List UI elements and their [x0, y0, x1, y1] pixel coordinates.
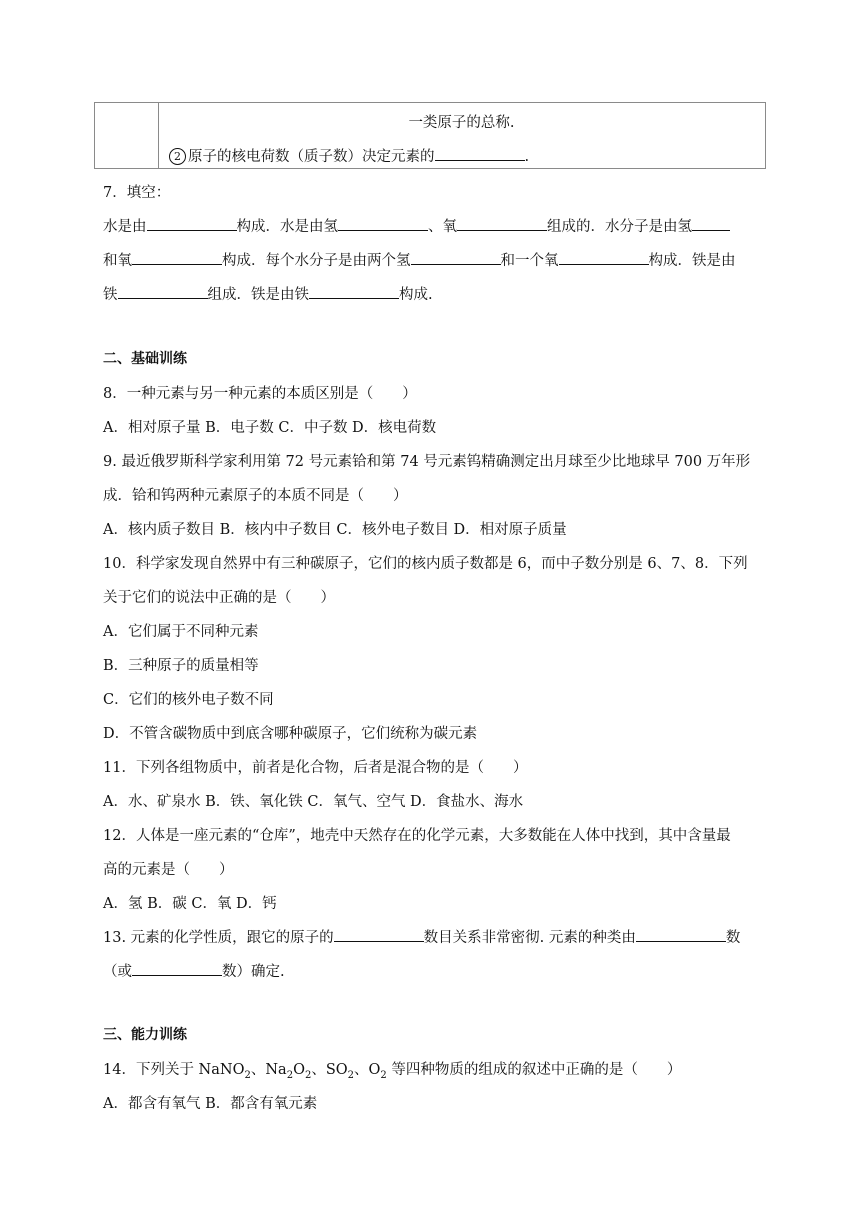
section-heading-ability: 三、能力训练 — [103, 1027, 187, 1043]
table-row-2: 2 原子的核电荷数（质子数）决定元素的 . — [169, 145, 529, 166]
q14-stem: 14．下列关于 NaNO$_2$、$Na_2O_2$、$SO_2$、$O_2$ 等四种物质的组成的叙述中正确的是（ ） — [103, 1062, 682, 1081]
q13-line-2: （或 数）确定. — [103, 960, 285, 981]
table-row-1: 一类原子的总称. — [408, 115, 515, 131]
answer-blank[interactable] — [147, 216, 237, 231]
q10-line-2: 关于它们的说法中正确的是（ ） — [103, 590, 335, 606]
q11-stem: 11．下列各组物质中，前者是化合物，后者是混合物的是（ ） — [103, 760, 528, 776]
q14-options: A．都含有氧气 B．都含有氧元素 — [103, 1096, 318, 1112]
q9-line-1: 9. 最近俄罗斯科学家利用第 72 号元素铪和第 74 号元素钨精确测定出月球至少比地球早 700 万年形 — [103, 454, 751, 470]
answer-blank[interactable] — [132, 961, 222, 976]
q7-label: 7．填空： — [103, 185, 171, 201]
circled-number-marker: 2 — [169, 148, 186, 165]
q9-line-2: 成．铪和钨两种元素原子的本质不同是（ ） — [103, 488, 408, 504]
q7-line-1: 水是由 构成．水是由氢 、氧 组成的．水分子是由氢 — [103, 215, 730, 236]
q7-line-3: 铁 组成．铁是由铁 构成. — [103, 283, 433, 304]
answer-blank[interactable] — [559, 250, 649, 265]
table-left-cell — [95, 103, 159, 168]
q10-option-b: B．三种原子的质量相等 — [103, 658, 259, 674]
q12-line-2: 高的元素是（ ） — [103, 862, 234, 878]
definition-table — [94, 102, 766, 169]
answer-blank[interactable] — [435, 146, 525, 161]
q10-option-c: C．它们的核外电子数不同 — [103, 692, 274, 708]
section-heading-basic: 二、基础训练 — [103, 351, 187, 367]
q13-line-1: 13. 元素的化学性质，跟它的原子的 数目关系非常密彻. 元素的种类由 数 — [103, 926, 740, 947]
q10-line-1: 10．科学家发现自然界中有三种碳原子，它们的核内质子数都是 6，而中子数分别是 6、7、8．下列 — [103, 556, 748, 572]
q10-option-a: A．它们属于不同种元素 — [103, 624, 259, 640]
answer-blank[interactable] — [692, 216, 730, 231]
q12-options: A．氢 B．碳 C．氧 D．钙 — [103, 896, 277, 912]
answer-blank[interactable] — [132, 250, 222, 265]
answer-blank[interactable] — [636, 927, 726, 942]
answer-blank[interactable] — [338, 216, 428, 231]
answer-blank[interactable] — [457, 216, 547, 231]
q12-line-1: 12．人体是一座元素的“仓库”，地壳中天然存在的化学元素，大多数能在人体中找到，其中含量最 — [103, 828, 731, 844]
q11-options: A．水、矿泉水 B．铁、氧化铁 C．氧气、空气 D．食盐水、海水 — [103, 794, 524, 810]
q8-stem: 8．一种元素与另一种元素的本质区别是（ ） — [103, 386, 417, 402]
answer-blank[interactable] — [334, 927, 424, 942]
q9-options: A．核内质子数目 B．核内中子数目 C．核外电子数目 D．相对原子质量 — [103, 522, 567, 538]
q8-options: A．相对原子量 B．电子数 C．中子数 D．核电荷数 — [103, 420, 437, 436]
answer-blank[interactable] — [411, 250, 501, 265]
q7-line-2: 和氧 构成．每个水分子是由两个氢 和一个氧 构成．铁是由 — [103, 249, 736, 270]
q10-option-d: D．不管含碳物质中到底含哪种碳原子，它们统称为碳元素 — [103, 726, 478, 742]
answer-blank[interactable] — [118, 284, 208, 299]
answer-blank[interactable] — [309, 284, 399, 299]
